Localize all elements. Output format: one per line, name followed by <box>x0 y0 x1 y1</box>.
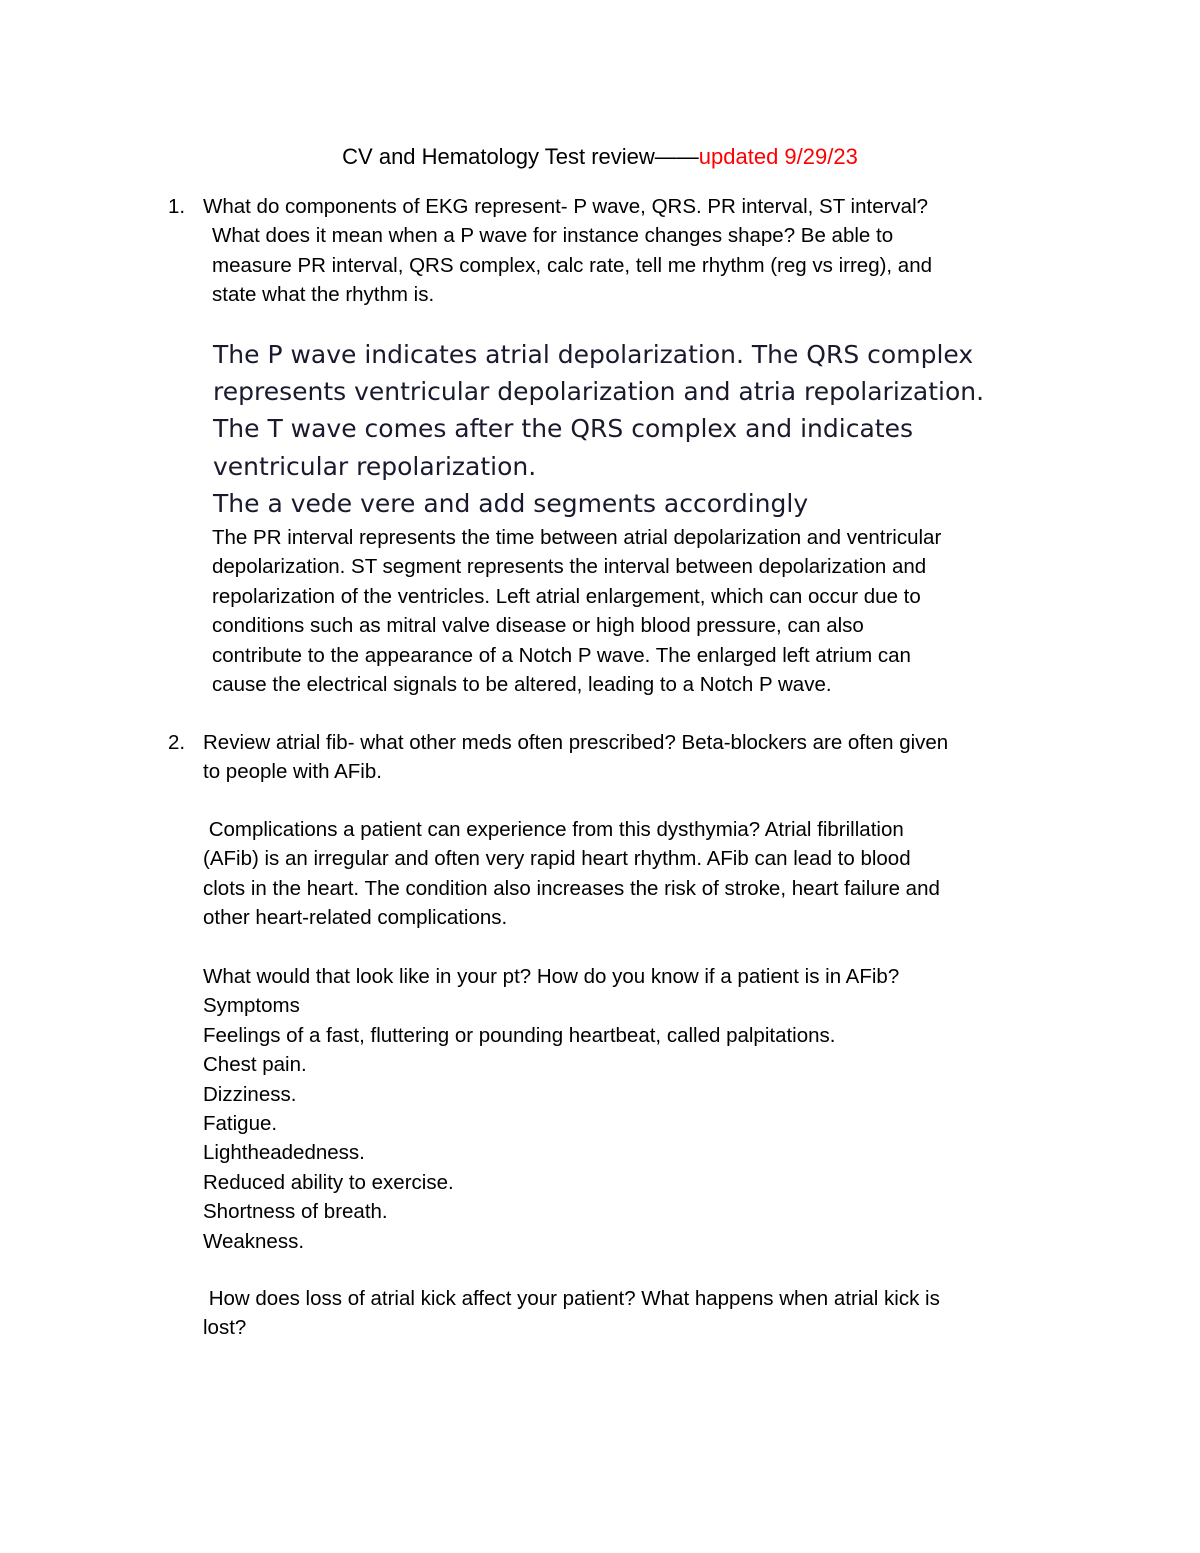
question-1-line: What does it mean when a P wave for instance changes shape? Be able to <box>212 224 894 248</box>
symptom-item: Feelings of a fast, fluttering or pounding heartbeat, called palpitations. <box>203 1023 836 1047</box>
answer-1-line: cause the electrical signals to be altered, leading to a Notch P wave. <box>212 672 832 696</box>
symptom-item: Reduced ability to exercise. <box>203 1170 454 1194</box>
complications-line: (AFib) is an irregular and often very rapid heart rhythm. AFib can lead to blood <box>203 847 911 871</box>
atrial-kick-text <box>203 1284 940 1343</box>
answer-1-line: contribute to the appearance of a Notch P wave. The enlarged left atrium can <box>212 643 911 667</box>
symptom-item: Dizziness. <box>203 1082 297 1106</box>
symptoms-heading: Symptoms <box>203 994 300 1018</box>
answer-1-large-line: represents ventricular depolarization and atria repolarization. <box>213 377 985 407</box>
title-main: CV and Hematology Test review—— <box>342 144 699 169</box>
question-2-line: to people with AFib. <box>203 760 382 784</box>
atrial-kick-line: How does loss of atrial kick affect your patient? What happens when atrial kick is <box>203 1287 940 1310</box>
symptom-item: Lightheadedness. <box>203 1141 365 1165</box>
question-2-line: Review atrial fib- what other meds often prescribed? Beta-blockers are often given <box>203 731 949 754</box>
complications-line: other heart-related complications. <box>203 906 508 930</box>
symptom-item: Fatigue. <box>203 1111 278 1135</box>
answer-1-large-line: The P wave indicates atrial depolarization. The QRS complex <box>213 340 974 369</box>
question-1-line: What do components of EKG represent- P wave, QRS. PR interval, ST interval? <box>203 195 929 218</box>
complications-line: clots in the heart. The condition also increases the risk of stroke, heart failure and <box>203 876 940 900</box>
question-1-text <box>203 192 928 221</box>
answer-1-large-line: The T wave comes after the QRS complex and indicates <box>213 414 913 444</box>
title-updated-date: updated 9/29/23 <box>698 144 858 169</box>
complications-line: Complications a patient can experience from this dysthymia? Atrial fibrillation <box>203 818 904 841</box>
question-2-number: 2. <box>168 731 186 754</box>
question-1-line: state what the rhythm is. <box>212 283 435 307</box>
question-1-continued <box>212 221 932 309</box>
answer-1-line: The PR interval represents the time between atrial depolarization and ventricular <box>212 526 942 549</box>
answer-1-large-line: The a vede vere and add segments accordingly <box>213 488 809 518</box>
question-1-number: 1. <box>168 195 186 218</box>
symptom-item: Weakness. <box>203 1229 305 1253</box>
answer-1-large-text <box>213 336 984 522</box>
question-2-text <box>203 728 948 787</box>
symptoms-line: What would that look like in your pt? How do you know if a patient is in AFib? <box>203 965 900 988</box>
symptom-item: Shortness of breath. <box>203 1200 388 1224</box>
document-title <box>0 142 1200 172</box>
complications-text <box>203 815 940 933</box>
answer-1-line: depolarization. ST segment represents the interval between depolarization and <box>212 555 927 579</box>
answer-1-line: repolarization of the ventricles. Left atrial enlargement, which can occur due to <box>212 584 921 608</box>
symptoms-text <box>203 962 899 1256</box>
symptom-item: Chest pain. <box>203 1053 307 1077</box>
atrial-kick-line: lost? <box>203 1316 247 1340</box>
answer-1-line: conditions such as mitral valve disease or high blood pressure, can also <box>212 614 864 638</box>
answer-1-large-line: ventricular repolarization. <box>213 451 537 481</box>
question-1-line: measure PR interval, QRS complex, calc rate, tell me rhythm (reg vs irreg), and <box>212 253 933 277</box>
answer-1-text <box>212 523 941 699</box>
